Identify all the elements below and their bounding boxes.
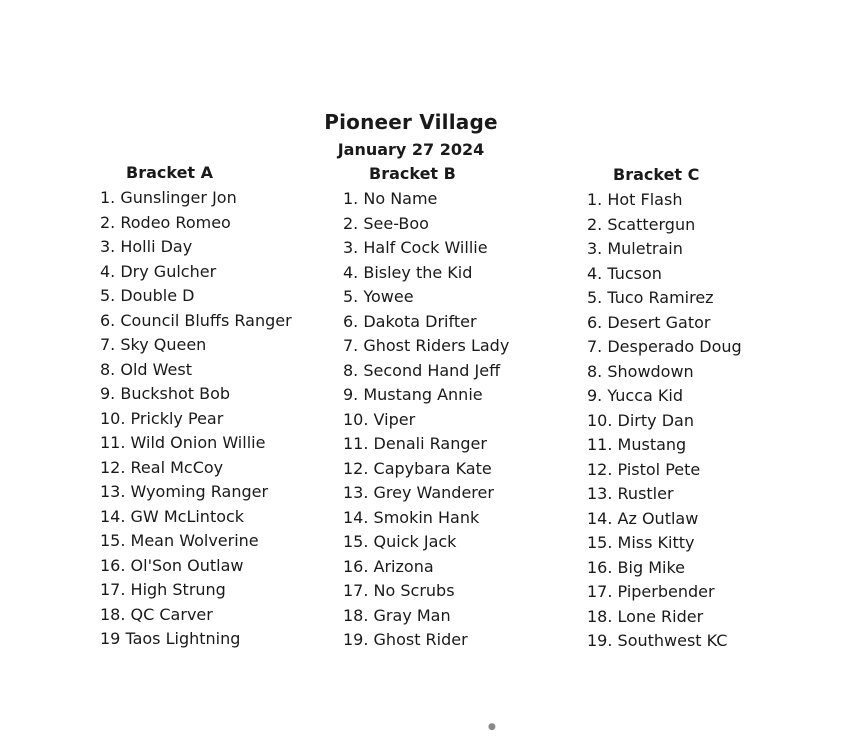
list-item: 19. Ghost Rider — [343, 630, 468, 649]
list-item: 15. Quick Jack — [343, 532, 457, 551]
list-item: 4. Bisley the Kid — [343, 262, 473, 282]
list-item: 1. Hot Flash — [587, 190, 683, 209]
list-item: 17. High Strung — [100, 580, 226, 599]
event-date: January 27 2024 — [337, 140, 485, 159]
scan-speck: ● — [488, 722, 496, 732]
bracket-b-heading: Bracket B — [369, 164, 456, 183]
list-item: 17. No Scrubs — [343, 581, 455, 600]
list-item: 10. Dirty Dan — [587, 410, 694, 430]
list-item: 3. Half Cock Willie — [343, 238, 488, 257]
list-item: 4. Tucson — [587, 263, 662, 283]
list-item: 19. Southwest KC — [587, 631, 728, 650]
list-item: 19 Taos Lightning — [100, 629, 241, 648]
bracket-a-list — [100, 186, 292, 652]
list-item: 5. Double D — [100, 286, 195, 305]
list-item: 6. Council Bluffs Ranger — [100, 310, 292, 330]
list-item: 18. Lone Rider — [587, 606, 704, 626]
list-item: 7. Ghost Riders Lady — [343, 336, 510, 355]
list-item: 7. Desperado Doug — [587, 337, 742, 356]
list-item: 8. Old West — [100, 359, 192, 379]
list-item: 13. Rustler — [587, 484, 674, 503]
list-item: 6. Desert Gator — [587, 312, 711, 332]
list-item: 6. Dakota Drifter — [343, 311, 477, 331]
list-item: 5. Tuco Ramirez — [587, 288, 714, 307]
list-item: 4. Dry Gulcher — [100, 261, 217, 281]
list-item: 11. Mustang — [587, 435, 687, 454]
bracket-b — [343, 163, 509, 653]
list-item: 2. Rodeo Romeo — [100, 212, 231, 232]
list-item: 16. Arizona — [343, 556, 434, 576]
list-item: 15. Mean Wolverine — [100, 531, 259, 550]
list-item: 14. Smokin Hank — [343, 507, 480, 527]
list-item: 10. Viper — [343, 409, 416, 429]
list-item: 16. Big Mike — [587, 557, 685, 577]
list-item: 9. Buckshot Bob — [100, 384, 231, 403]
list-item: 17. Piperbender — [587, 582, 715, 601]
list-item: 14. Az Outlaw — [587, 508, 699, 528]
list-item: 3. Muletrain — [587, 239, 683, 258]
bracket-b-list — [343, 187, 509, 653]
list-item: 13. Wyoming Ranger — [100, 482, 269, 501]
list-item: 1. Gunslinger Jon — [100, 188, 237, 207]
list-item: 13. Grey Wanderer — [343, 483, 494, 502]
list-item: 18. Gray Man — [343, 605, 451, 625]
list-item: 12. Real McCoy — [100, 457, 224, 477]
list-item: 12. Capybara Kate — [343, 458, 492, 478]
list-item: 11. Wild Onion Willie — [100, 433, 266, 452]
list-item: 2. See-Boo — [343, 213, 429, 233]
list-item: 8. Showdown — [587, 361, 694, 381]
page-title: Pioneer Village — [324, 110, 498, 134]
list-item: 16. Ol'Son Outlaw — [100, 555, 244, 575]
list-item: 10. Prickly Pear — [100, 408, 224, 428]
bracket-c-list — [587, 188, 742, 654]
list-item: 8. Second Hand Jeff — [343, 360, 501, 380]
list-item: 7. Sky Queen — [100, 335, 207, 354]
list-item: 9. Yucca Kid — [587, 386, 684, 405]
list-item: 9. Mustang Annie — [343, 385, 483, 404]
list-item: 11. Denali Ranger — [343, 434, 487, 453]
list-item: 2. Scattergun — [587, 214, 696, 234]
bracket-a-heading: Bracket A — [126, 163, 214, 182]
bracket-a — [100, 162, 292, 652]
bracket-c-heading: Bracket C — [613, 165, 700, 184]
list-item: 12. Pistol Pete — [587, 459, 701, 479]
bracket-c — [587, 164, 742, 654]
list-item: 14. GW McLintock — [100, 506, 245, 526]
list-item: 3. Holli Day — [100, 237, 193, 256]
list-item: 15. Miss Kitty — [587, 533, 695, 552]
list-item: 18. QC Carver — [100, 604, 213, 624]
list-item: 1. No Name — [343, 189, 438, 208]
list-item: 5. Yowee — [343, 287, 414, 306]
